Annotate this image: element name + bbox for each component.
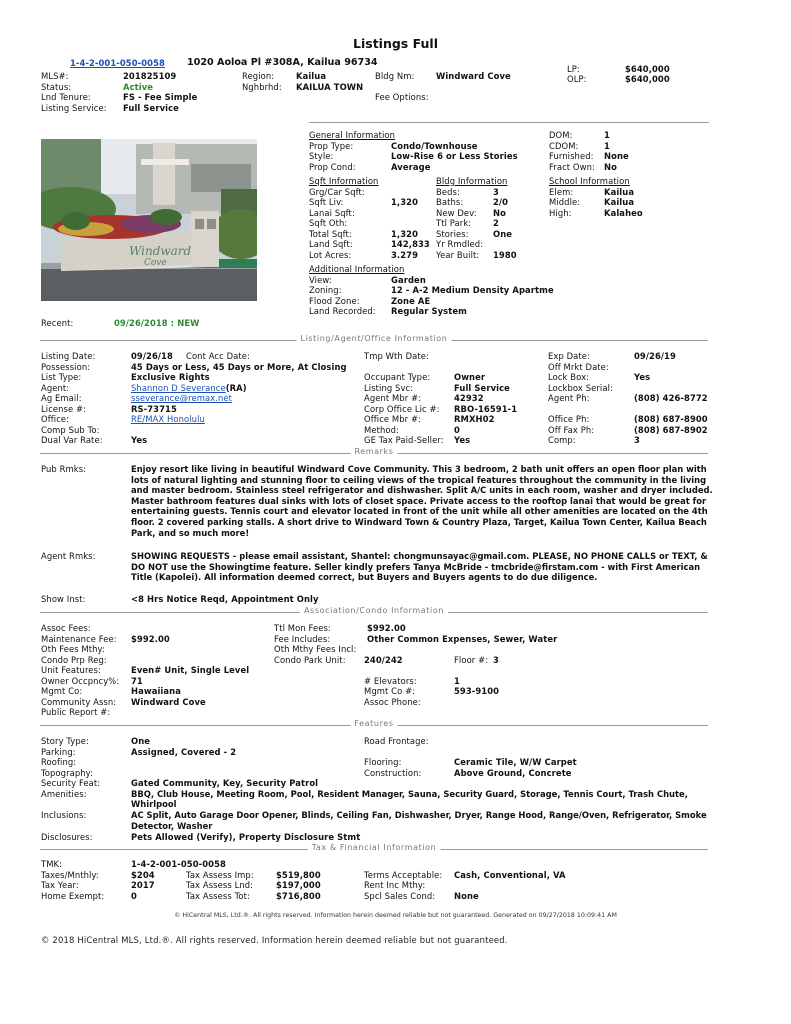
flooring-label: Flooring: — [364, 757, 402, 767]
tax-assess-imp-label: Tax Assess Imp: — [186, 869, 254, 880]
listing-service-value: Full Service — [123, 102, 179, 113]
story-type-value: One — [131, 736, 151, 746]
agent-mbr-label: Agent Mbr #: — [364, 393, 422, 403]
mls-label: MLS#: — [41, 71, 69, 81]
beds-value: 3 — [493, 186, 499, 197]
show-inst-label: Show Inst: — [41, 594, 86, 604]
lot-acres-label: Lot Acres: — [309, 249, 352, 260]
beds-label: Beds: — [436, 186, 460, 197]
baths-label: Baths: — [436, 197, 464, 207]
school-info-heading: School Information — [549, 176, 630, 186]
home-exempt-value: 0 — [131, 890, 137, 901]
community-assn-value: Windward Cove — [131, 696, 206, 707]
spcl-sales-cond-label: Spcl Sales Cond: — [364, 890, 436, 901]
cdom-value: 1 — [604, 140, 610, 151]
tax-section-title: Tax & Financial Information — [308, 843, 441, 852]
cont-acc-date-label: Cont Acc Date: — [186, 351, 250, 361]
tmp-wth-date-label: Tmp Wth Date: — [364, 351, 429, 361]
method-label: Method: — [364, 424, 399, 435]
generated-footer: © HiCentral MLS, Ltd.®. All rights reserved. Information herein deemed reliable but not guaranteed. Generated on 09/27/2018 10:09:41 AM — [174, 912, 617, 919]
taxes-mnthly-value: $204 — [131, 869, 155, 880]
terms-acceptable-value: Cash, Conventional, VA — [454, 869, 566, 880]
total-sqft-value: 1,320 — [391, 228, 418, 239]
exp-date-label: Exp Date: — [548, 351, 590, 361]
listing-svc-value: Full Service — [454, 382, 510, 393]
road-frontage-label: Road Frontage: — [364, 736, 429, 746]
ge-tax-label: GE Tax Paid-Seller: — [364, 435, 444, 445]
topography-label: Topography: — [41, 767, 94, 778]
header-divider — [309, 122, 709, 123]
ge-tax-value: Yes — [454, 435, 471, 445]
sqft-liv-label: Sqft Liv: — [309, 197, 344, 207]
listing-section-divider — [40, 335, 708, 345]
prop-cond-label: Prop Cond: — [309, 161, 356, 172]
assoc-phone-label: Assoc Phone: — [364, 696, 421, 707]
flood-zone-value: Zone AE — [391, 295, 431, 306]
possession-value: 45 Days or Less, 45 Days or More, At Closing — [131, 361, 347, 372]
mgmt-co-num-label: Mgmt Co #: — [364, 686, 416, 696]
tax-assess-lnd-label: Tax Assess Lnd: — [186, 880, 254, 890]
zoning-value: 12 - A-2 Medium Density Apartme — [391, 285, 554, 295]
listing-section-title: Listing/Agent/Office Information — [297, 334, 452, 343]
recent-label: Recent: — [41, 318, 74, 328]
license-value: RS-73715 — [131, 403, 177, 414]
copyright-footer: © 2018 HiCentral MLS, Ltd.®. All rights reserved. Information herein deemed reliable but not guaranteed. — [41, 935, 508, 945]
prop-type-value: Condo/Townhouse — [391, 140, 478, 151]
dom-label: DOM: — [549, 130, 573, 140]
remarks-section-divider — [40, 448, 708, 458]
lanai-sqft-label: Lanai Sqft: — [309, 207, 355, 218]
bldg-name-label: Bldg Nm: — [375, 71, 415, 81]
inclusions-value: AC Split, Auto Garage Door Opener, Blinds, Ceiling Fan, Dishwasher, Dryer, Range Hood, Range/Oven, Refrigerator, Smoke Detector, Washer — [131, 810, 707, 831]
agent-value-line — [131, 383, 247, 393]
features-section-title: Features — [350, 719, 397, 728]
off-fax-label: Off Fax Ph: — [548, 424, 595, 435]
ag-email-label: Ag Email: — [41, 393, 82, 403]
sqft-oth-label: Sqft Oth: — [309, 218, 348, 228]
spcl-sales-cond-value: None — [454, 890, 479, 901]
mgmt-co-label: Mgmt Co: — [41, 686, 83, 696]
middle-label: Middle: — [549, 197, 581, 207]
elem-value: Kailua — [604, 186, 635, 197]
assoc-fees-label: Assoc Fees: — [41, 623, 91, 633]
page-title: Listings Full — [353, 36, 438, 51]
agent-remarks-text: SHOWING REQUESTS - please email assistant, Shantel: chongmunsayac@gmail.com. PLEASE, NO PHONE CALLS or TEXT, & DO NOT use the Showingtime feature. Seller kindly prefers Tanya McBride - tmcbride@firstam.com - with First American Title (Kapolei). All information deemed correct, but Buyers and Buyers agents to do due diligence. — [131, 551, 708, 583]
bldg-name-value: Windward Cove — [436, 71, 511, 81]
story-type-label: Story Type: — [41, 736, 89, 746]
furnished-label: Furnished: — [549, 151, 594, 161]
amenities-value: BBQ, Club House, Meeting Room, Pool, Resident Manager, Sauna, Security Guard, Storage, Tennis Court, Trash Chute, Whirlpool — [131, 788, 688, 810]
view-label: View: — [309, 274, 332, 285]
tmk-link[interactable]: 1-4-2-001-050-0058 — [70, 58, 165, 68]
status-label: Status: — [41, 81, 72, 92]
office-link[interactable]: RE/MAX Honolulu — [131, 414, 205, 424]
year-built-value: 1980 — [493, 249, 517, 260]
remarks-section-title: Remarks — [350, 447, 397, 456]
nghbrhd-label: Nghbrhd: — [242, 81, 282, 92]
fract-own-value: No — [604, 161, 617, 172]
inclusions-label: Inclusions: — [41, 810, 87, 820]
disclosures-value: Pets Allowed (Verify), Property Disclosure Stmt — [131, 831, 361, 842]
office-phone-label: Office Ph: — [548, 414, 590, 424]
stories-label: Stories: — [436, 228, 469, 239]
occupant-type-value: Owner — [454, 372, 486, 382]
condo-park-unit-label: Condo Park Unit: — [274, 654, 346, 665]
lp-value: $640,000 — [625, 64, 670, 74]
tmk-label: TMK: — [41, 859, 63, 869]
taxes-mnthly-label: Taxes/Mnthly: — [41, 869, 99, 880]
sqft-liv-value: 1,320 — [391, 197, 418, 207]
agent-suffix: (RA) — [225, 382, 247, 393]
style-value: Low-Rise 6 or Less Stories — [391, 151, 518, 161]
construction-label: Construction: — [364, 767, 422, 778]
features-section-divider — [40, 720, 708, 730]
office-mbr-label: Office Mbr #: — [364, 414, 422, 424]
owner-occupancy-label: Owner Occpncy%: — [41, 675, 120, 686]
land-recorded-label: Land Recorded: — [309, 306, 376, 316]
additional-info-heading: Additional Information — [309, 264, 405, 274]
dual-var-rate-value: Yes — [131, 435, 148, 445]
office-label: Office: — [41, 414, 70, 424]
agent-phone-label: Agent Ph: — [548, 393, 590, 403]
listing-service-label: Listing Service: — [41, 102, 107, 113]
general-info-heading: General Information — [309, 130, 396, 140]
olp-label: OLP: — [567, 74, 587, 84]
dom-value: 1 — [604, 130, 610, 140]
method-value: 0 — [454, 424, 460, 435]
unit-features-value: Even# Unit, Single Level — [131, 665, 250, 675]
construction-value: Above Ground, Concrete — [454, 767, 572, 778]
association-section-divider — [40, 607, 708, 617]
lock-box-value: Yes — [634, 372, 651, 382]
comp-value: 3 — [634, 435, 640, 445]
off-mrkt-date-label: Off Mrkt Date: — [548, 361, 609, 372]
condo-prp-reg-label: Condo Prp Reg: — [41, 654, 107, 665]
flood-zone-label: Flood Zone: — [309, 295, 360, 306]
property-photo-illustration — [41, 139, 257, 301]
high-value: Kalaheo — [604, 207, 643, 218]
view-value: Garden — [391, 274, 426, 285]
fee-options-label: Fee Options: — [375, 92, 429, 102]
floor-label: Floor #: — [454, 654, 489, 665]
tenure-value: FS - Fee Simple — [123, 92, 198, 102]
possession-label: Possession: — [41, 361, 91, 372]
lock-box-label: Lock Box: — [548, 372, 590, 382]
furnished-value: None — [604, 151, 629, 161]
flooring-value: Ceramic Tile, W/W Carpet — [454, 757, 577, 767]
amenities-label: Amenities: — [41, 788, 87, 799]
sign-text-2: Cove — [144, 258, 167, 268]
property-photo[interactable] — [41, 139, 257, 301]
mgmt-co-value: Hawaiiana — [131, 686, 181, 696]
tmk-value: 1-4-2-001-050-0058 — [131, 859, 226, 869]
agent-mbr-value: 42932 — [454, 393, 484, 403]
agent-remarks-label: Agent Rmks: — [41, 551, 96, 561]
new-dev-label: New Dev: — [436, 207, 477, 218]
prop-cond-value: Average — [391, 161, 431, 172]
nghbrhd-value: KAILUA TOWN — [296, 81, 364, 92]
tax-assess-lnd-value: $197,000 — [276, 880, 321, 890]
region-label: Region: — [242, 71, 275, 81]
tax-section-divider — [40, 844, 708, 854]
agent-label: Agent: — [41, 382, 70, 393]
elevators-label: # Elevators: — [364, 675, 417, 686]
maintenance-fee-value: $992.00 — [131, 633, 170, 644]
community-assn-label: Community Assn: — [41, 696, 117, 707]
ttl-mon-fees-value: $992.00 — [367, 623, 406, 633]
association-section-title: Association/Condo Information — [300, 606, 448, 615]
lp-label: LP: — [567, 64, 580, 74]
comp-label: Comp: — [548, 435, 576, 445]
disclosures-label: Disclosures: — [41, 831, 93, 842]
rent-inc-mthy-label: Rent Inc Mthy: — [364, 880, 426, 890]
mgmt-co-num-value: 593-9100 — [454, 686, 500, 696]
occupant-type-label: Occupant Type: — [364, 372, 431, 382]
exp-date-value: 09/26/19 — [634, 351, 676, 361]
corp-office-lic-label: Corp Office Lic #: — [364, 403, 440, 414]
off-fax-value: (808) 687-8902 — [634, 424, 708, 435]
elem-label: Elem: — [549, 186, 574, 197]
land-sqft-label: Land Sqft: — [309, 239, 353, 249]
prop-type-label: Prop Type: — [309, 140, 354, 151]
floor-value: 3 — [493, 654, 499, 665]
parking-label: Parking: — [41, 746, 76, 757]
year-built-label: Year Built: — [436, 249, 480, 260]
fee-includes-label: Fee Includes: — [274, 633, 331, 644]
tax-assess-tot-label: Tax Assess Tot: — [186, 890, 250, 901]
public-report-label: Public Report #: — [41, 707, 111, 717]
recent-value: 09/26/2018 : NEW — [114, 318, 200, 328]
license-label: License #: — [41, 403, 87, 414]
region-value: Kailua — [296, 71, 327, 81]
agent-email-link[interactable]: sseverance@remax.net — [131, 393, 233, 403]
oth-fees-mthy-label: Oth Fees Mthy: — [41, 644, 105, 654]
comp-sub-to-label: Comp Sub To: — [41, 424, 100, 435]
ttl-park-value: 2 — [493, 218, 499, 228]
total-sqft-label: Total Sqft: — [309, 228, 352, 239]
pub-remarks-label: Pub Rmks: — [41, 464, 87, 474]
security-label: Security Feat: — [41, 778, 101, 788]
tax-year-value: 2017 — [131, 880, 155, 890]
ttl-park-label: Ttl Park: — [436, 218, 472, 228]
agent-name-link[interactable]: Shannon D Severance — [131, 382, 226, 393]
fract-own-label: Fract Own: — [549, 161, 595, 172]
dual-var-rate-label: Dual Var Rate: — [41, 435, 103, 445]
tenure-label: Lnd Tenure: — [41, 92, 91, 102]
office-phone-value: (808) 687-8900 — [634, 414, 708, 424]
yr-rmdled-label: Yr Rmdled: — [436, 239, 484, 249]
agent-phone-value: (808) 426-8772 — [634, 393, 708, 403]
pub-remarks-text: Enjoy resort like living in beautiful Windward Cove Community. This 3 bedroom, 2 bath unit offers an open floor plan with lots of natural lighting and stunning floor to ceiling views of the tropical features throughout the community in the living and master bedroom. Stainless steel refrigerator and dishwasher. Split A/C units in each room, washer and dryer included. Master bathroom features dual sinks with lots of closet space. Private access to the rooftop lanai that would be great for entertaining guests. Tennis court and elevator located in front of the unit while all other amenities are located on the 4th floor. 2 covered parking stalls. A short drive to Windward Town & Country Plaza, Target, Kailua Town Center, Kailua Beach Park, and so much more! — [131, 464, 713, 538]
tax-assess-tot-value: $716,800 — [276, 890, 321, 901]
sign-text-1: Windward — [129, 244, 192, 258]
lot-acres-value: 3.279 — [391, 249, 418, 260]
roofing-label: Roofing: — [41, 757, 77, 767]
corp-office-lic-value: RBO-16591-1 — [454, 403, 518, 414]
terms-acceptable-label: Terms Acceptable: — [364, 869, 443, 880]
olp-value: $640,000 — [625, 74, 670, 84]
baths-value: 2/0 — [493, 197, 509, 207]
land-recorded-value: Regular System — [391, 306, 467, 316]
mls-value: 201825109 — [123, 71, 177, 81]
high-label: High: — [549, 207, 572, 218]
land-sqft-value: 142,833 — [391, 239, 430, 249]
show-inst-value: <8 Hrs Notice Reqd, Appointment Only — [131, 594, 319, 604]
list-type-label: List Type: — [41, 372, 82, 382]
office-mbr-value: RMXH02 — [454, 414, 495, 424]
listing-svc-label: Listing Svc: — [364, 382, 414, 393]
home-exempt-label: Home Exempt: — [41, 890, 105, 901]
sqft-info-heading: Sqft Information — [309, 176, 379, 186]
new-dev-value: No — [493, 207, 506, 218]
bldg-info-heading: Bldg Information — [436, 176, 508, 186]
property-address: 1020 Aoloa Pl #308A, Kailua 96734 — [187, 57, 378, 68]
middle-value: Kailua — [604, 197, 635, 207]
tax-assess-imp-value: $519,800 — [276, 869, 321, 880]
list-type-value: Exclusive Rights — [131, 372, 210, 382]
style-label: Style: — [309, 151, 334, 161]
fee-includes-value: Other Common Expenses, Sewer, Water — [367, 633, 558, 644]
tax-year-label: Tax Year: — [41, 880, 79, 890]
parking-value: Assigned, Covered - 2 — [131, 746, 237, 757]
security-value: Gated Community, Key, Security Patrol — [131, 778, 319, 788]
listing-date-value: 09/26/18 — [131, 351, 173, 361]
status-value: Active — [123, 81, 154, 92]
stories-value: One — [493, 228, 513, 239]
grg-sqft-label: Grg/Car Sqft: — [309, 186, 365, 197]
zoning-label: Zoning: — [309, 285, 342, 295]
elevators-value: 1 — [454, 675, 460, 686]
owner-occupancy-value: 71 — [131, 675, 143, 686]
condo-park-unit-value: 240/242 — [364, 654, 403, 665]
ttl-mon-fees-label: Ttl Mon Fees: — [274, 623, 331, 633]
cdom-label: CDOM: — [549, 140, 579, 151]
listing-date-label: Listing Date: — [41, 351, 96, 361]
unit-features-label: Unit Features: — [41, 665, 101, 675]
maintenance-fee-label: Maintenance Fee: — [41, 633, 117, 644]
oth-mthy-fees-incl-label: Oth Mthy Fees Incl: — [274, 644, 357, 654]
lockbox-serial-label: Lockbox Serial: — [548, 382, 613, 393]
